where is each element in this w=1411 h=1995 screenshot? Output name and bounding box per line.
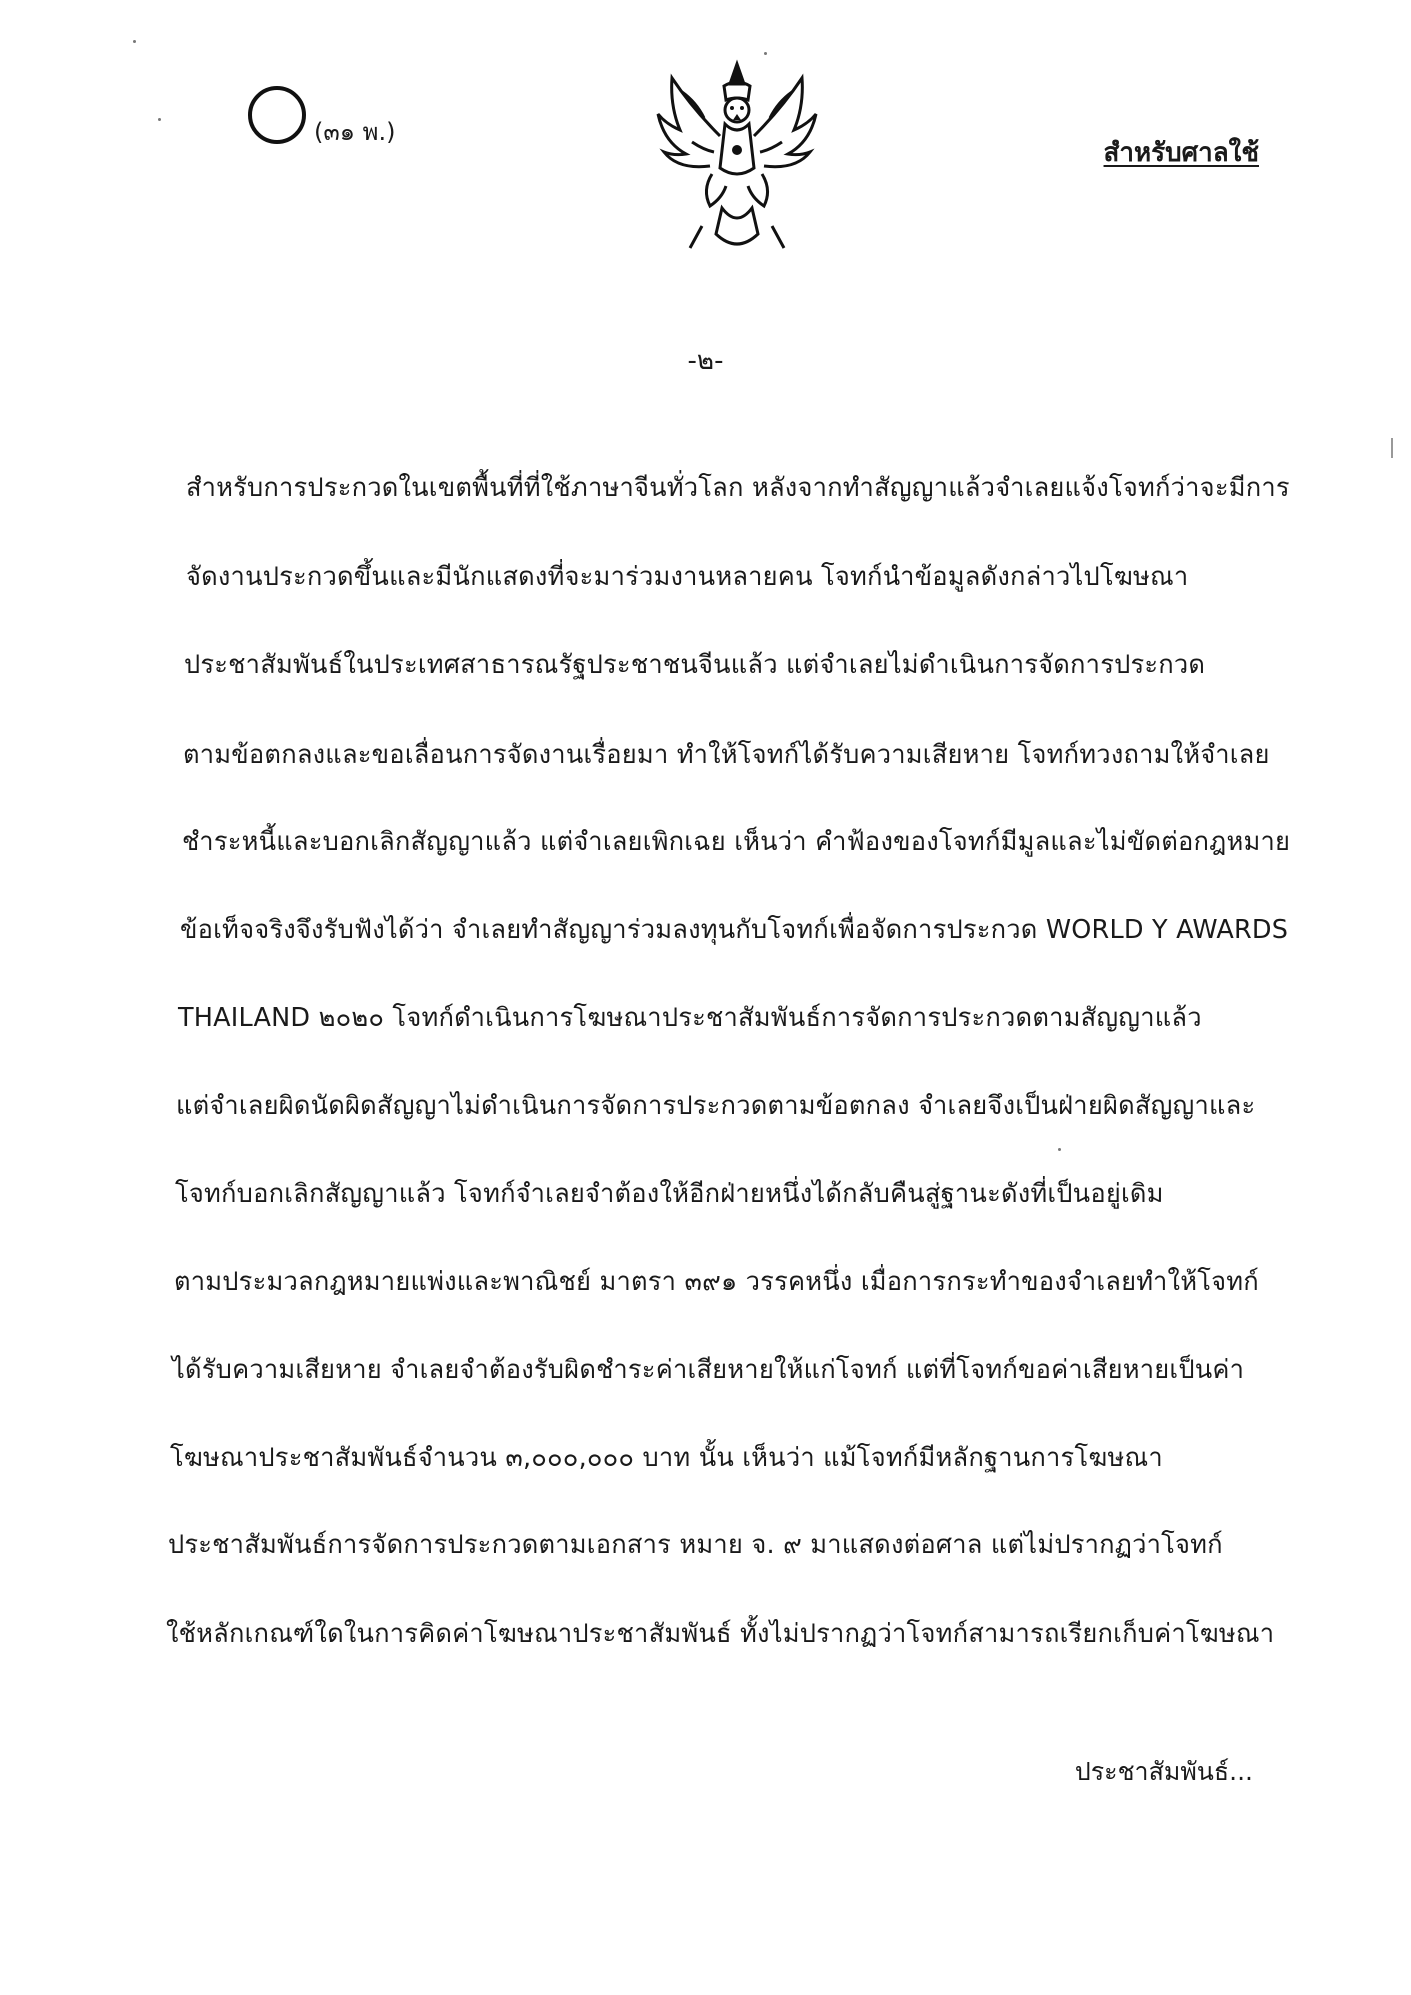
body-line: ตามข้อตกลงและขอเลื่อนการจัดงานเรื่อยมา ทำให้โจทก์ได้รับความเสียหาย โจทก์ทวงถามให้จำเลย <box>183 740 1270 770</box>
body-line: โฆษณาประชาสัมพันธ์จำนวน ๓,๐๐๐,๐๐๐ บาท นั้น เห็นว่า แม้โจทก์มีหลักฐานการโฆษณา <box>170 1443 1163 1473</box>
body-line: แต่จำเลยผิดนัดผิดสัญญาไม่ดำเนินการจัดการประกวดตามข้อตกลง จำเลยจึงเป็นฝ่ายผิดสัญญาและ <box>176 1091 1256 1121</box>
body-line: ประชาสัมพันธ์ในประเทศสาธารณรัฐประชาชนจีนแล้ว แต่จำเลยไม่ดำเนินการจัดการประกวด <box>184 650 1206 680</box>
body-line: ใช้หลักเกณฑ์ใดในการคิดค่าโฆษณาประชาสัมพันธ์ ทั้งไม่ปรากฏว่าโจทก์สามารถเรียกเก็บค่าโฆษณา <box>166 1619 1275 1649</box>
court-use-label: สำหรับศาลใช้ <box>1103 138 1259 168</box>
body-line: ได้รับความเสียหาย จำเลยจำต้องรับผิดชำระค่าเสียหายให้แก่โจทก์ แต่ที่โจทก์ขอค่าเสียหายเป็นค่า <box>172 1355 1245 1385</box>
body-line: จัดงานประกวดขึ้นและมีนักแสดงที่จะมาร่วมงานหลายคน โจทก์นำข้อมูลดังกล่าวไปโฆษณา <box>186 562 1189 592</box>
page-number: -๒- <box>687 346 724 376</box>
scan-speck <box>1058 1148 1061 1151</box>
scan-speck <box>764 52 767 55</box>
body-line: ชำระหนี้และบอกเลิกสัญญาแล้ว แต่จำเลยเพิกเฉย เห็นว่า คำฟ้องของโจทก์มีมูลและไม่ขัดต่อกฎหมาย <box>182 827 1291 857</box>
scan-speck <box>133 40 136 43</box>
form-code: (๓๑ พ.) <box>314 118 396 146</box>
body-line: โจทก์บอกเลิกสัญญาแล้ว โจทก์จำเลยจำต้องให้อีกฝ่ายหนึ่งได้กลับคืนสู่ฐานะดังที่เป็นอยู่เดิม <box>175 1179 1164 1209</box>
garuda-emblem-icon <box>652 58 822 258</box>
body-line: ตามประมวลกฎหมายแพ่งและพาณิชย์ มาตรา ๓๙๑ วรรคหนึ่ง เมื่อการกระทำของจำเลยทำให้โจทก์ <box>174 1267 1259 1297</box>
form-circle-mark <box>248 86 306 144</box>
body-line: THAILAND ๒๐๒๐ โจทก์ดำเนินการโฆษณาประชาสัมพันธ์การจัดการประกวดตามสัญญาแล้ว <box>178 1003 1202 1033</box>
body-line: ประชาสัมพันธ์การจัดการประกวดตามเอกสาร หมาย จ. ๙ มาแสดงต่อศาล แต่ไม่ปรากฏว่าโจทก์ <box>168 1530 1223 1560</box>
body-line: สำหรับการประกวดในเขตพื้นที่ที่ใช้ภาษาจีนทั่วโลก หลังจากทำสัญญาแล้วจำเลยแจ้งโจทก์ว่าจะมีการ <box>186 473 1290 503</box>
body-line: ข้อเท็จจริงจึงรับฟังได้ว่า จำเลยทำสัญญาร่วมลงทุนกับโจทก์เพื่อจัดการประกวด WORLD Y AWARDS <box>180 915 1289 945</box>
continuation-text: ประชาสัมพันธ์... <box>1074 1757 1253 1786</box>
scan-edge-mark <box>1391 438 1393 458</box>
scan-speck <box>158 118 161 121</box>
